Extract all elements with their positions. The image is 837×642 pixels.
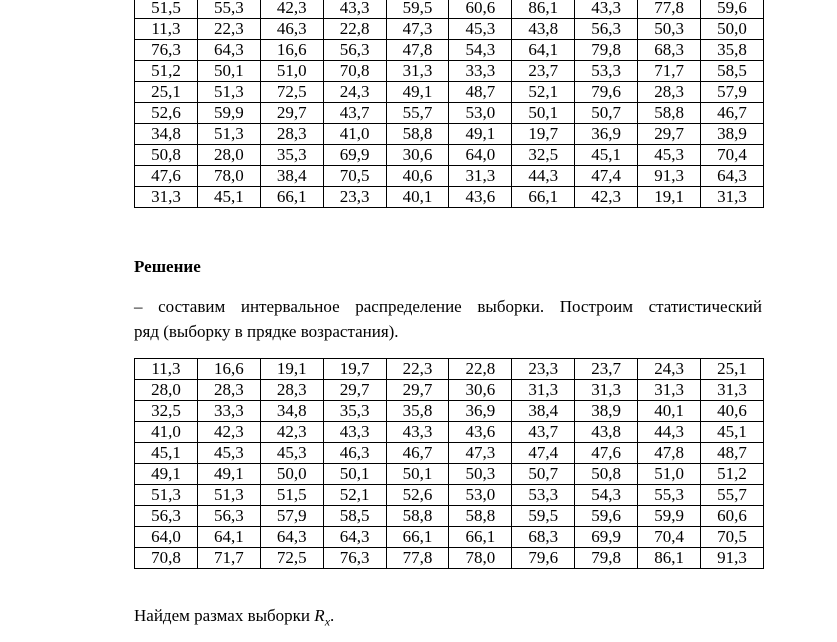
table-cell: 51,2 — [135, 61, 198, 82]
table-cell: 76,3 — [323, 548, 386, 569]
table-cell: 35,3 — [323, 401, 386, 422]
table-cell: 42,3 — [260, 422, 323, 443]
table-cell: 52,1 — [323, 485, 386, 506]
range-symbol-subscript: x — [324, 614, 331, 629]
table-cell: 43,8 — [512, 19, 575, 40]
table-cell: 59,6 — [701, 0, 764, 19]
table-cell: 28,3 — [260, 380, 323, 401]
table-cell: 47,4 — [512, 443, 575, 464]
table-cell: 53,3 — [575, 61, 638, 82]
table-cell: 31,3 — [638, 380, 701, 401]
table-cell: 70,5 — [323, 166, 386, 187]
table-cell: 28,3 — [260, 124, 323, 145]
table-cell: 46,7 — [701, 103, 764, 124]
table-row — [135, 82, 764, 103]
table-cell: 28,0 — [135, 380, 198, 401]
table-cell: 44,3 — [512, 166, 575, 187]
table-cell: 42,3 — [197, 422, 260, 443]
table-cell: 51,3 — [197, 124, 260, 145]
table-cell: 79,6 — [512, 548, 575, 569]
table-cell: 49,1 — [449, 124, 512, 145]
table-cell: 64,3 — [323, 527, 386, 548]
table-cell: 86,1 — [638, 548, 701, 569]
table-cell: 79,8 — [575, 548, 638, 569]
table-cell: 91,3 — [701, 548, 764, 569]
table-cell: 70,8 — [323, 61, 386, 82]
table-cell: 23,7 — [512, 61, 575, 82]
table-cell: 23,7 — [575, 359, 638, 380]
table-cell: 49,1 — [197, 464, 260, 485]
table-cell: 29,7 — [260, 103, 323, 124]
table-cell: 77,8 — [386, 548, 449, 569]
table-cell: 68,3 — [638, 40, 701, 61]
table-cell: 46,3 — [323, 443, 386, 464]
table-cell: 42,3 — [575, 187, 638, 208]
table-cell: 47,3 — [386, 19, 449, 40]
table-cell: 47,8 — [386, 40, 449, 61]
table-row — [135, 61, 764, 82]
table-cell: 31,3 — [701, 380, 764, 401]
table-cell: 28,3 — [197, 380, 260, 401]
table-cell: 22,8 — [449, 359, 512, 380]
table-cell: 41,0 — [323, 124, 386, 145]
paragraph-line-1: – составим интервальное распределение выборки. Построим статистический — [134, 297, 762, 316]
table-cell: 24,3 — [638, 359, 701, 380]
table-cell: 28,0 — [197, 145, 260, 166]
table-cell: 51,5 — [260, 485, 323, 506]
table-cell: 43,6 — [449, 187, 512, 208]
table-cell: 31,3 — [701, 187, 764, 208]
table-cell: 53,0 — [449, 485, 512, 506]
table-cell: 64,0 — [449, 145, 512, 166]
table-cell: 58,5 — [701, 61, 764, 82]
table-cell: 72,5 — [260, 548, 323, 569]
table-cell: 33,3 — [197, 401, 260, 422]
range-sentence — [134, 604, 334, 633]
table-cell: 52,6 — [386, 485, 449, 506]
table-cell: 43,3 — [386, 422, 449, 443]
sorted-sample-table — [134, 358, 764, 569]
table-cell: 70,4 — [638, 527, 701, 548]
table-cell: 57,9 — [701, 82, 764, 103]
table-cell: 51,2 — [701, 464, 764, 485]
table-cell: 32,5 — [512, 145, 575, 166]
table-cell: 68,3 — [512, 527, 575, 548]
table-row — [135, 527, 764, 548]
table-cell: 56,3 — [135, 506, 198, 527]
table-cell: 31,3 — [135, 187, 198, 208]
table-cell: 45,3 — [449, 19, 512, 40]
table-cell: 58,8 — [386, 124, 449, 145]
table-cell: 50,1 — [386, 464, 449, 485]
table-cell: 53,0 — [449, 103, 512, 124]
table-cell: 71,7 — [197, 548, 260, 569]
table-cell: 59,5 — [386, 0, 449, 19]
table-row — [135, 506, 764, 527]
table-row — [135, 166, 764, 187]
table-cell: 51,5 — [135, 0, 198, 19]
table-cell: 30,6 — [449, 380, 512, 401]
table-cell: 45,1 — [575, 145, 638, 166]
table-cell: 22,3 — [386, 359, 449, 380]
table-cell: 45,3 — [260, 443, 323, 464]
table-cell: 35,8 — [701, 40, 764, 61]
table-cell: 35,8 — [386, 401, 449, 422]
table-cell: 59,9 — [197, 103, 260, 124]
table-cell: 91,3 — [638, 166, 701, 187]
range-sentence-text: Найдем размах выборки — [134, 606, 315, 625]
table-cell: 43,3 — [575, 0, 638, 19]
table-cell: 19,7 — [323, 359, 386, 380]
table-cell: 45,1 — [197, 187, 260, 208]
table-cell: 55,3 — [197, 0, 260, 19]
table-cell: 50,3 — [638, 19, 701, 40]
table-cell: 78,0 — [449, 548, 512, 569]
table-cell: 19,1 — [260, 359, 323, 380]
table-row — [135, 40, 764, 61]
table-cell: 23,3 — [323, 187, 386, 208]
table-cell: 48,7 — [701, 443, 764, 464]
table-cell: 40,1 — [386, 187, 449, 208]
table-row — [135, 145, 764, 166]
table-cell: 60,6 — [701, 506, 764, 527]
table-cell: 19,7 — [512, 124, 575, 145]
table-cell: 43,7 — [323, 103, 386, 124]
table-cell: 58,8 — [638, 103, 701, 124]
table-cell: 69,9 — [323, 145, 386, 166]
table-cell: 33,3 — [449, 61, 512, 82]
table-cell: 31,3 — [575, 380, 638, 401]
table-cell: 50,8 — [135, 145, 198, 166]
table-cell: 45,3 — [197, 443, 260, 464]
table-cell: 32,5 — [135, 401, 198, 422]
range-sentence-end: . — [330, 606, 335, 625]
table-cell: 43,8 — [575, 422, 638, 443]
table-cell: 47,6 — [135, 166, 198, 187]
table-row — [135, 187, 764, 208]
table-row — [135, 19, 764, 40]
table-cell: 31,3 — [512, 380, 575, 401]
table-cell: 58,8 — [449, 506, 512, 527]
table-cell: 51,3 — [197, 485, 260, 506]
table-cell: 70,8 — [135, 548, 198, 569]
table-cell: 59,6 — [575, 506, 638, 527]
table-cell: 52,6 — [135, 103, 198, 124]
table-cell: 23,3 — [512, 359, 575, 380]
table-cell: 34,8 — [135, 124, 198, 145]
table-cell: 38,9 — [575, 401, 638, 422]
table-cell: 11,3 — [135, 359, 198, 380]
table-cell: 50,1 — [197, 61, 260, 82]
table-cell: 11,3 — [135, 19, 198, 40]
table-cell: 70,5 — [701, 527, 764, 548]
table-cell: 51,3 — [197, 82, 260, 103]
table-cell: 16,6 — [260, 40, 323, 61]
table-cell: 56,3 — [323, 40, 386, 61]
table-cell: 47,6 — [575, 443, 638, 464]
table-cell: 51,3 — [135, 485, 198, 506]
table-row — [135, 422, 764, 443]
table-cell: 52,1 — [512, 82, 575, 103]
table-cell: 46,3 — [260, 19, 323, 40]
table-cell: 28,3 — [638, 82, 701, 103]
table-cell: 38,4 — [260, 166, 323, 187]
table-row — [135, 380, 764, 401]
table-cell: 53,3 — [512, 485, 575, 506]
table-cell: 50,3 — [449, 464, 512, 485]
table-cell: 60,6 — [449, 0, 512, 19]
table-cell: 54,3 — [575, 485, 638, 506]
table-cell: 79,6 — [575, 82, 638, 103]
table-cell: 66,1 — [386, 527, 449, 548]
table-cell: 49,1 — [386, 82, 449, 103]
table-cell: 56,3 — [575, 19, 638, 40]
table-cell: 36,9 — [575, 124, 638, 145]
table-cell: 64,3 — [197, 40, 260, 61]
table-cell: 64,1 — [197, 527, 260, 548]
table-cell: 70,4 — [701, 145, 764, 166]
table-cell: 54,3 — [449, 40, 512, 61]
table-cell: 43,7 — [512, 422, 575, 443]
table-cell: 59,5 — [512, 506, 575, 527]
table-cell: 86,1 — [512, 0, 575, 19]
table-cell: 29,7 — [323, 380, 386, 401]
table-cell: 43,3 — [323, 0, 386, 19]
table-cell: 57,9 — [260, 506, 323, 527]
table-cell: 38,4 — [512, 401, 575, 422]
paragraph-line-2: ряд (выборку в прядке возрастания). — [134, 322, 399, 341]
table-row — [135, 464, 764, 485]
table-cell: 76,3 — [135, 40, 198, 61]
table-cell: 64,1 — [512, 40, 575, 61]
table-cell: 43,6 — [449, 422, 512, 443]
table-cell: 48,7 — [449, 82, 512, 103]
table-cell: 49,1 — [135, 464, 198, 485]
table-cell: 29,7 — [638, 124, 701, 145]
table-cell: 45,3 — [638, 145, 701, 166]
table-cell: 38,9 — [701, 124, 764, 145]
table-cell: 66,1 — [512, 187, 575, 208]
table-cell: 44,3 — [638, 422, 701, 443]
table-cell: 25,1 — [135, 82, 198, 103]
table-cell: 77,8 — [638, 0, 701, 19]
table-cell: 22,3 — [197, 19, 260, 40]
table-cell: 56,3 — [197, 506, 260, 527]
table-cell: 46,7 — [386, 443, 449, 464]
table-cell: 66,1 — [260, 187, 323, 208]
table-cell: 50,1 — [512, 103, 575, 124]
table-row — [135, 485, 764, 506]
table-cell: 55,7 — [386, 103, 449, 124]
table-cell: 69,9 — [575, 527, 638, 548]
table-cell: 40,6 — [386, 166, 449, 187]
table-cell: 64,0 — [135, 527, 198, 548]
table-cell: 30,6 — [386, 145, 449, 166]
table-cell: 55,3 — [638, 485, 701, 506]
table-cell: 71,7 — [638, 61, 701, 82]
table-cell: 78,0 — [197, 166, 260, 187]
table-cell: 79,8 — [575, 40, 638, 61]
table-cell: 51,0 — [638, 464, 701, 485]
table-cell: 58,5 — [323, 506, 386, 527]
table-cell: 31,3 — [449, 166, 512, 187]
table-cell: 47,8 — [638, 443, 701, 464]
table-cell: 25,1 — [701, 359, 764, 380]
table-cell: 59,9 — [638, 506, 701, 527]
range-symbol-letter: R — [314, 606, 325, 625]
range-symbol — [314, 606, 331, 629]
table-cell: 55,7 — [701, 485, 764, 506]
table-row — [135, 548, 764, 569]
table-cell: 72,5 — [260, 82, 323, 103]
table-cell: 34,8 — [260, 401, 323, 422]
table-cell: 50,0 — [701, 19, 764, 40]
table-cell: 45,1 — [701, 422, 764, 443]
table-cell: 64,3 — [260, 527, 323, 548]
table-cell: 47,4 — [575, 166, 638, 187]
table-cell: 66,1 — [449, 527, 512, 548]
table-cell: 24,3 — [323, 82, 386, 103]
solution-heading: Решение — [134, 257, 201, 276]
table-cell: 58,8 — [386, 506, 449, 527]
table-cell: 45,1 — [135, 443, 198, 464]
table-row — [135, 359, 764, 380]
table-cell: 19,1 — [638, 187, 701, 208]
table-cell: 41,0 — [135, 422, 198, 443]
table-cell: 47,3 — [449, 443, 512, 464]
table-row — [135, 0, 764, 19]
table-cell: 50,7 — [575, 103, 638, 124]
table-cell: 50,8 — [575, 464, 638, 485]
table-cell: 43,3 — [323, 422, 386, 443]
table-cell: 50,1 — [323, 464, 386, 485]
solution-paragraph — [134, 294, 762, 344]
table-cell: 64,3 — [701, 166, 764, 187]
table-row — [135, 103, 764, 124]
table-cell: 22,8 — [323, 19, 386, 40]
table-row — [135, 401, 764, 422]
table-row — [135, 443, 764, 464]
table-cell: 35,3 — [260, 145, 323, 166]
table-cell: 40,6 — [701, 401, 764, 422]
table-cell: 29,7 — [386, 380, 449, 401]
table-cell: 16,6 — [197, 359, 260, 380]
data-table-top — [134, 0, 764, 208]
table-cell: 36,9 — [449, 401, 512, 422]
table-row — [135, 124, 764, 145]
table-cell: 42,3 — [260, 0, 323, 19]
table-cell: 40,1 — [638, 401, 701, 422]
table-cell: 50,7 — [512, 464, 575, 485]
table-cell: 51,0 — [260, 61, 323, 82]
table-cell: 50,0 — [260, 464, 323, 485]
table-cell: 31,3 — [386, 61, 449, 82]
